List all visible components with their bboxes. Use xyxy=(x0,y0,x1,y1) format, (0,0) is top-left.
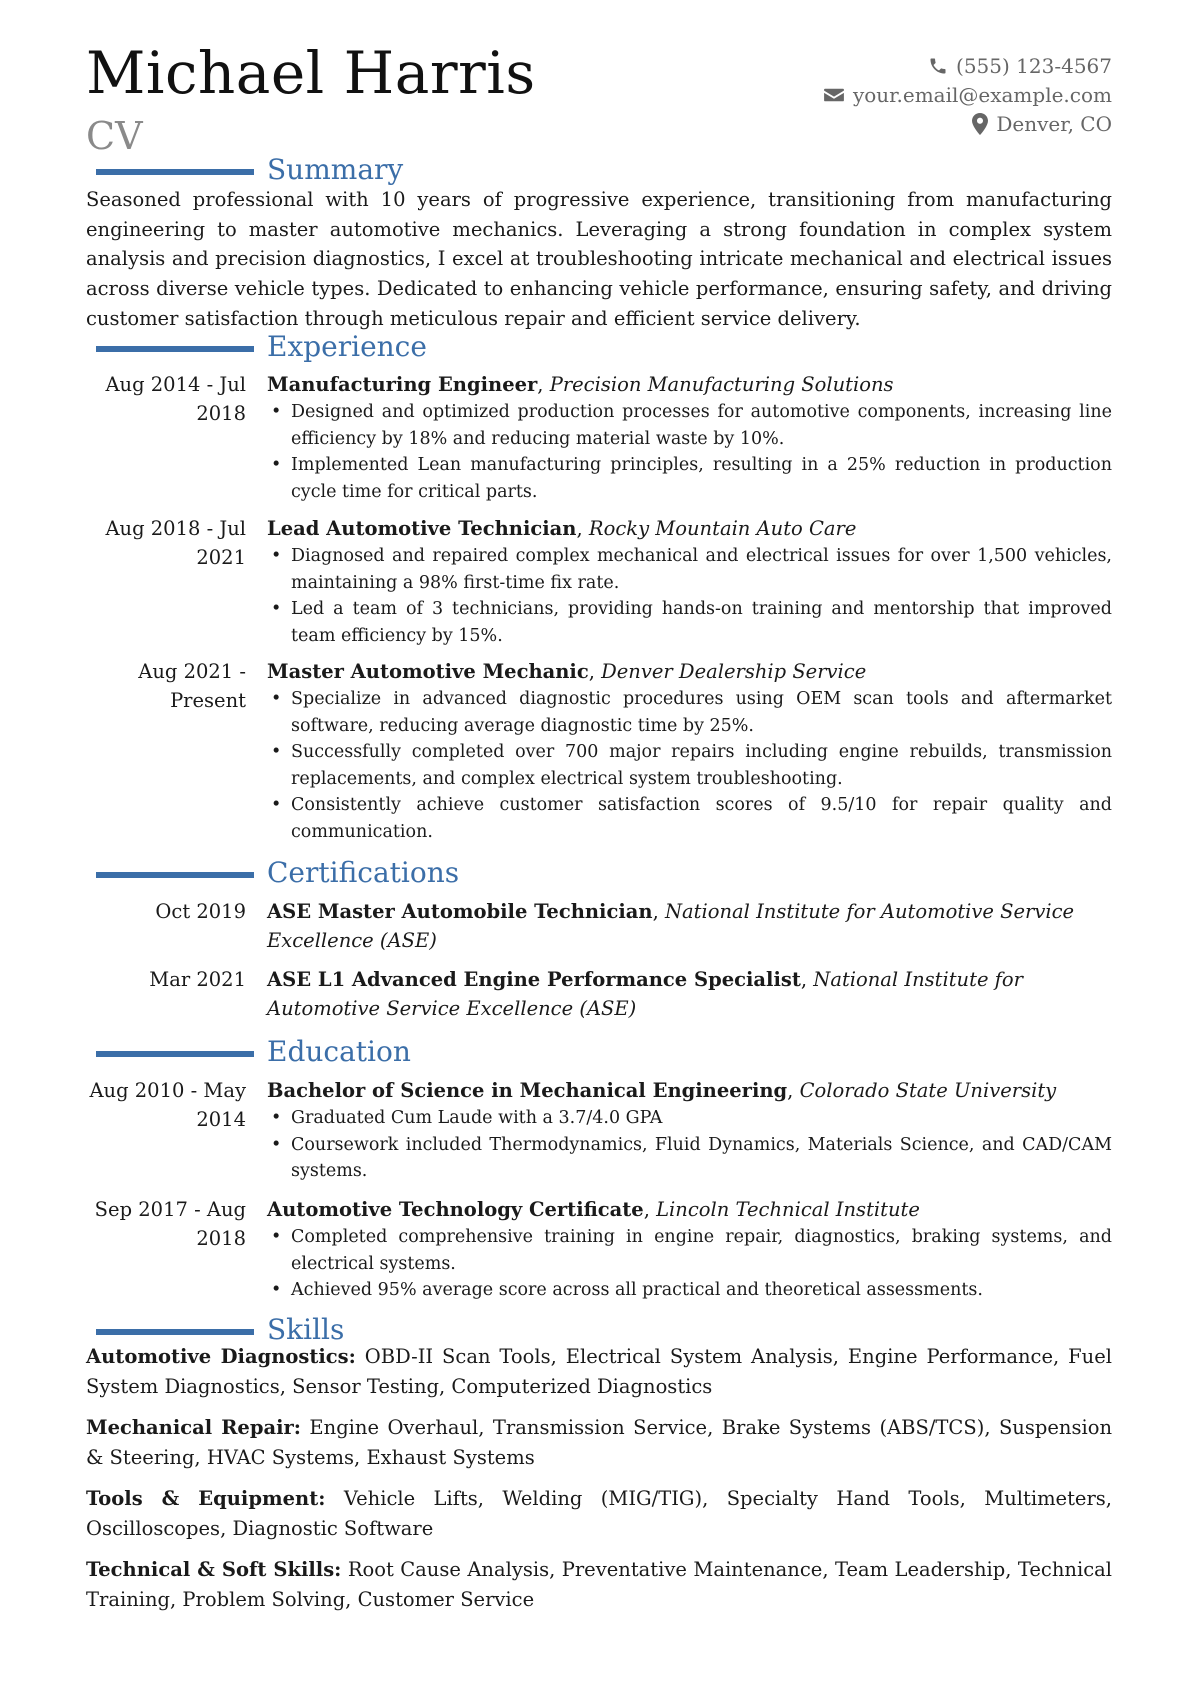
skill-label: Mechanical Repair: xyxy=(86,1416,301,1439)
bullet-item: • Coursework included Thermodynamics, Fluid Dynamics, Materials Science, and CAD/CAM systems. xyxy=(267,1132,1112,1185)
school-name: Colorado State University xyxy=(799,1079,1057,1102)
contact-block xyxy=(823,52,1112,139)
contact-phone xyxy=(823,52,1112,81)
bullet-item: • Implemented Lean manufacturing principles, resulting in a 25% reduction in production cycle time for critical parts. xyxy=(267,452,1112,505)
summary-section-header xyxy=(86,153,1112,187)
section-accent-bar xyxy=(96,1329,254,1335)
job-role: Manufacturing Engineer xyxy=(267,373,538,396)
skill-group xyxy=(86,1555,1112,1614)
bullet-item: • Diagnosed and repaired complex mechanical and electrical issues for over 1,500 vehicles, maintaining a 98% first-time fix rate. xyxy=(267,543,1112,596)
bullet-item: • Designed and optimized production processes for automotive components, increasing line efficiency by 18% and reducing material waste by 10%. xyxy=(267,399,1112,452)
bullet-item: • Led a team of 3 technicians, providing hands-on training and mentorship that improved team efficiency by 15%. xyxy=(267,596,1112,649)
entry-title: Master Automotive Mechanic, Denver Dealership Service xyxy=(267,660,867,683)
education-section-header xyxy=(86,1035,1112,1069)
entry-title: ASE L1 Advanced Engine Performance Specialist, National Institute for Automotive Service Excellence (ASE) xyxy=(267,968,1023,1020)
map-pin-icon xyxy=(972,113,988,135)
entry-title: Manufacturing Engineer, Precision Manufacturing Solutions xyxy=(267,373,894,396)
job-org: Denver Dealership Service xyxy=(601,660,867,683)
envelope-icon xyxy=(823,86,845,104)
location-text: Denver, CO xyxy=(996,112,1112,136)
entry-title: Lead Automotive Technician, Rocky Mountain Auto Care xyxy=(267,517,857,540)
skill-group xyxy=(86,1342,1112,1401)
school-name: Lincoln Technical Institute xyxy=(656,1198,920,1221)
entry-date: Aug 2014 - Jul 2018 xyxy=(105,373,246,425)
entry-date: Sep 2017 - Aug 2018 xyxy=(94,1198,246,1250)
entry-title: Automotive Technology Certificate, Lincoln Technical Institute xyxy=(267,1198,920,1221)
entry-date: Aug 2018 - Jul 2021 xyxy=(105,517,246,569)
degree-name: Bachelor of Science in Mechanical Engineering xyxy=(267,1079,788,1102)
summary-heading: Summary xyxy=(267,153,404,186)
entry-bullets xyxy=(267,686,1112,845)
contact-location xyxy=(823,110,1112,139)
section-accent-bar xyxy=(96,169,254,175)
skill-label: Tools & Equipment: xyxy=(86,1487,326,1510)
experience-heading: Experience xyxy=(267,330,427,363)
job-org: Precision Manufacturing Solutions xyxy=(549,373,894,396)
entry-bullets xyxy=(267,1224,1112,1304)
cert-org: National Institute for Automotive Service Excellence (ASE) xyxy=(267,968,1023,1020)
bullet-item: • Achieved 95% average score across all practical and theoretical assessments. xyxy=(267,1277,1112,1304)
cert-name: ASE Master Automobile Technician xyxy=(267,900,653,923)
job-role: Master Automotive Mechanic xyxy=(267,660,589,683)
skills-heading: Skills xyxy=(267,1313,345,1346)
skill-list: Vehicle Lifts, Welding (MIG/TIG), Specialty Hand Tools, Multimeters, Oscilloscopes, Diagnostic Software xyxy=(86,1487,1112,1540)
email-text: your.email@example.com xyxy=(852,83,1112,107)
contact-email xyxy=(823,81,1112,110)
skill-group xyxy=(86,1484,1112,1543)
summary-text: Seasoned professional with 10 years of progressive experience, transitioning from manufacturing engineering to master automotive mechanics. Leveraging a strong foundation in complex system analysis and precision diagnostics, I excel at troubleshooting intricate mechanical and electrical issues across diverse vehicle types. Dedicated to enhancing vehicle performance, ensuring safety, and driving customer satisfaction through meticulous repair and efficient service delivery. xyxy=(86,188,1112,330)
entry-title: Bachelor of Science in Mechanical Engineering, Colorado State University xyxy=(267,1079,1057,1102)
bullet-item: • Specialize in advanced diagnostic procedures using OEM scan tools and aftermarket software, reducing average diagnostic time by 25%. xyxy=(267,686,1112,739)
skill-list: OBD-II Scan Tools, Electrical System Analysis, Engine Performance, Fuel System Diagnostics, Sensor Testing, Computerized Diagnostics xyxy=(86,1345,1112,1398)
cert-name: ASE L1 Advanced Engine Performance Specialist xyxy=(267,968,801,991)
phone-text: (555) 123-4567 xyxy=(956,54,1112,78)
education-heading: Education xyxy=(267,1035,411,1068)
bullet-item: • Consistently achieve customer satisfaction scores of 9.5/10 for repair quality and communication. xyxy=(267,792,1112,845)
bullet-item: • Graduated Cum Laude with a 3.7/4.0 GPA xyxy=(267,1105,1112,1132)
skill-label: Technical & Soft Skills: xyxy=(86,1558,342,1581)
skill-label: Automotive Diagnostics: xyxy=(86,1345,356,1368)
cert-org: National Institute for Automotive Service Excellence (ASE) xyxy=(267,900,1075,952)
skill-list: Root Cause Analysis, Preventative Maintenance, Team Leadership, Technical Training, Problem Solving, Customer Service xyxy=(86,1558,1112,1611)
document-subtitle: CV xyxy=(86,114,143,158)
entry-date: Oct 2019 xyxy=(155,900,246,923)
entry-bullets xyxy=(267,543,1112,649)
skill-group xyxy=(86,1413,1112,1472)
certifications-section-header xyxy=(86,856,1112,890)
phone-icon xyxy=(928,56,948,76)
degree-name: Automotive Technology Certificate xyxy=(267,1198,644,1221)
job-role: Lead Automotive Technician xyxy=(267,517,577,540)
section-accent-bar xyxy=(96,346,254,352)
section-accent-bar xyxy=(96,1051,254,1057)
entry-date: Aug 2010 - May 2014 xyxy=(89,1079,246,1131)
job-org: Rocky Mountain Auto Care xyxy=(588,517,857,540)
skill-list: Engine Overhaul, Transmission Service, Brake Systems (ABS/TCS), Suspension & Steering, HVAC Systems, Exhaust Systems xyxy=(86,1416,1112,1469)
entry-title: ASE Master Automobile Technician, National Institute for Automotive Service Excellence (ASE) xyxy=(267,900,1075,952)
experience-section-header xyxy=(86,330,1112,364)
certifications-heading: Certifications xyxy=(267,856,460,889)
bullet-item: • Completed comprehensive training in engine repair, diagnostics, braking systems, and electrical systems. xyxy=(267,1224,1112,1277)
entry-bullets xyxy=(267,1105,1112,1185)
candidate-name: Michael Harris xyxy=(86,39,536,107)
section-accent-bar xyxy=(96,872,254,878)
entry-bullets xyxy=(267,399,1112,505)
entry-date: Aug 2021 - Present xyxy=(138,660,246,712)
bullet-item: • Successfully completed over 700 major repairs including engine rebuilds, transmission replacements, and complex electrical system troubleshooting. xyxy=(267,739,1112,792)
entry-date: Mar 2021 xyxy=(149,968,246,991)
